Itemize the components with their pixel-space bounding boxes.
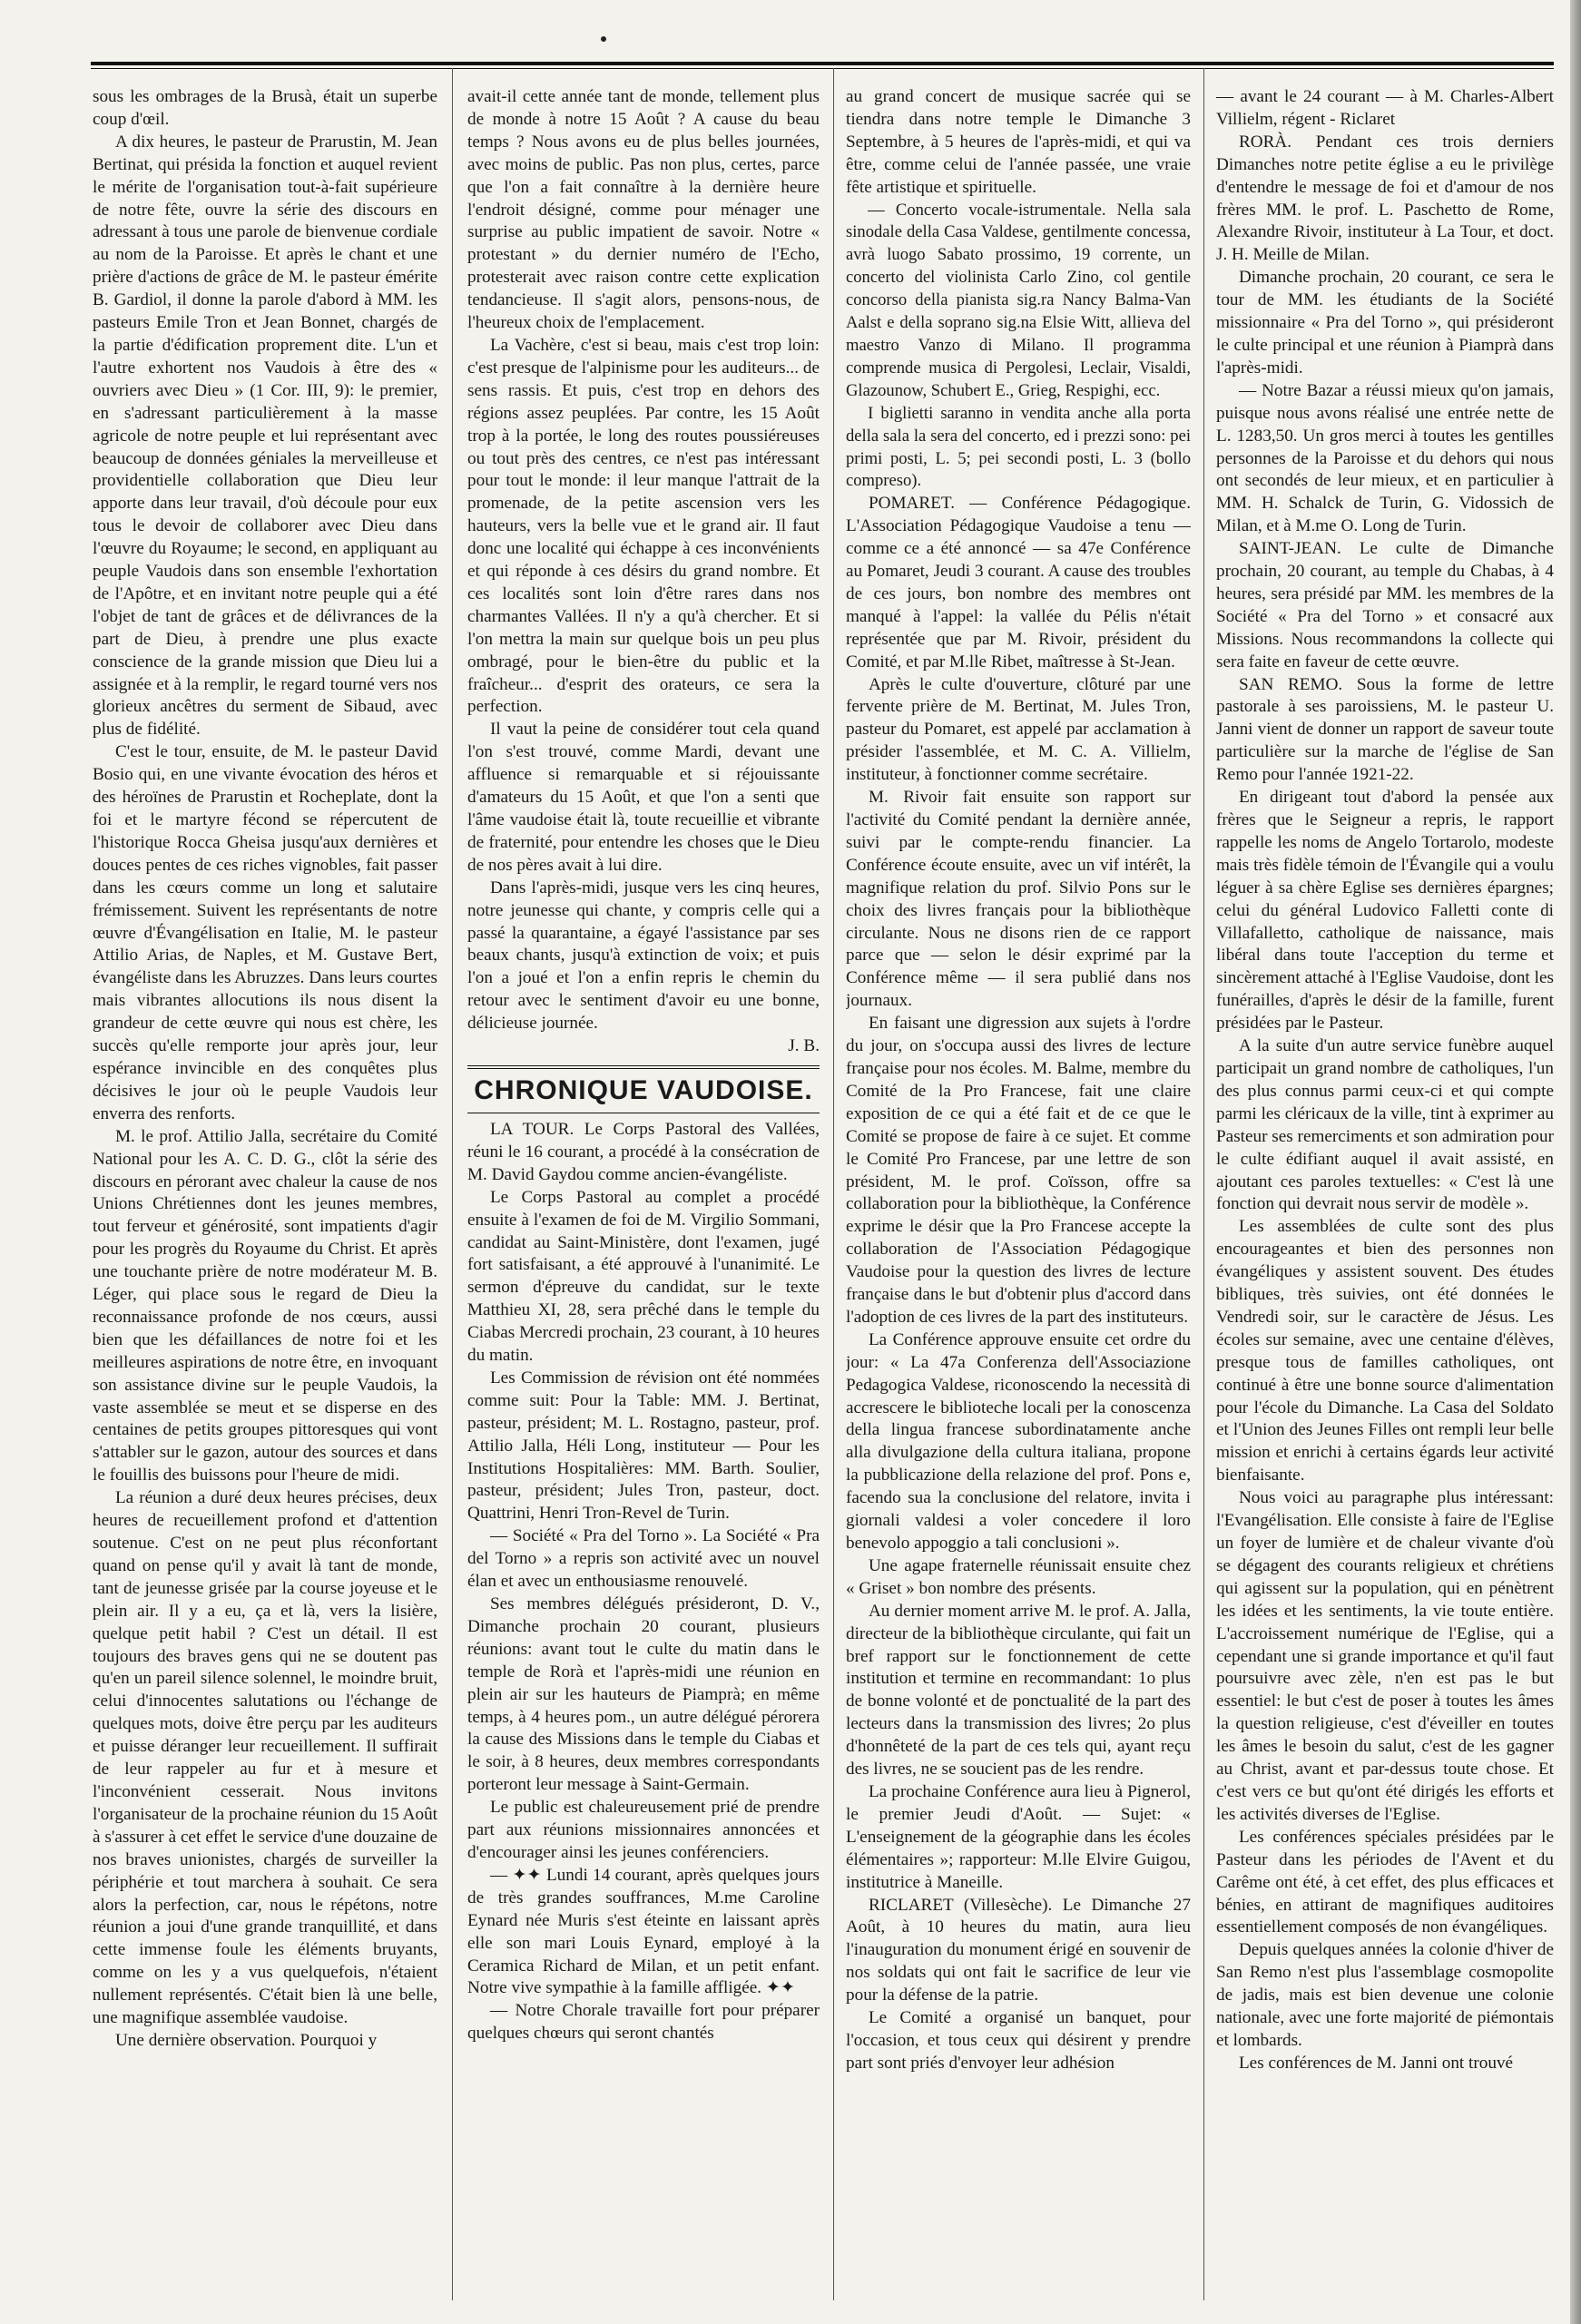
- article-paragraph: au grand concert de musique sacrée qui se tiendra dans notre temple le Dimanche 3 Septembre, à 5 heures de l'après-midi, et qui va être, comme celui de l'année passée, une vraie fête artistique et spirituelle.: [846, 87, 1191, 197]
- article-paragraph: Les conférences de M. Janni ont trouvé: [1238, 2053, 1514, 2073]
- article-paragraph: SAN REMO. Sous la forme de lettre pastorale à ses paroissiens, M. le pasteur U. Janni vient de donner un rapport de saveur toute particulière sur la marche de l'église de San Remo pour l'année 1921-22.: [1216, 674, 1554, 785]
- article-paragraph: — Notre Chorale travaille fort pour préparer quelques chœurs qui seront chantés: [467, 2001, 820, 2044]
- article-paragraph: Les Commission de révision ont été nommées comme suit: Pour la Table: MM. J. Bertinat, pasteur, président; M. L. Rostagno, pasteur, prof. Attilio Jalla, Héli Long, instituteur — Pour les Institutions Hospitalières: MM. Barth. Soulier, pasteur, président; Jules Tron, pasteur, doct. Quattrini, Henri Tron-Revel de Turin.: [467, 1368, 820, 1524]
- column-divider: [452, 68, 453, 2300]
- article-paragraph: — avant le 24 courant — à M. Charles-Albert Villielm, régent - Riclaret: [1216, 87, 1554, 129]
- article-paragraph: SAINT-JEAN. Le culte de Dimanche prochain, 20 courant, au temple du Chabas, à 4 heures, sera présidé par MM. les membres de la Société « Pra del Torno » et consacré aux Missions. Nous recommandons la collecte qui sera faite en faveur de cette œuvre.: [1216, 539, 1554, 672]
- article-paragraph: M. Rivoir fait ensuite son rapport sur l'activité du Comité pendant la dernière année, suivi par le compte-rendu financier. La Conférence écoute ensuite, avec un vif intérêt, la magnifique relation du prof. Silvio Pons sur le choix des livres français pour la bibliothèque circulante. Nous ne disons rien de ce rapport parce que — selon le désir exprimé par la Conférence même — il sera publié dans nos journaux.: [846, 788, 1191, 1011]
- article-paragraph: La prochaine Conférence aura lieu à Pignerol, le premier Jeudi d'Août. — Sujet: « L'enseignement de la géographie dans les écoles élémentaires »; rapporteur: M.lle Elvire Guigou, institutrice à Maneille.: [846, 1781, 1191, 1892]
- article-paragraph: Il vaut la peine de considérer tout cela quand l'on s'est trouvé, comme Mardi, devant une affluence si remarquable et si réjouissante d'amateurs du 15 Août, et que l'on a senti que l'âme vaudoise était là, toute recueillie et vibrante de fraternité, pour entendre les choses que le Dieu de nos pères avait à lui dire.: [467, 720, 820, 875]
- article-paragraph: Une agape fraternelle réunissait ensuite chez « Griset » bon nombre des présents.: [846, 1555, 1191, 1598]
- section-headline: CHRONIQUE VAUDOISE.: [467, 1065, 820, 1113]
- article-paragraph: Une dernière observation. Pourquoi y: [114, 2030, 378, 2050]
- article-paragraph: Dans l'après-midi, jusque vers les cinq heures, notre jeunesse qui chante, y compris celle qui a passé la quarantaine, a égayé l'assistance par ses beaux chants, jusqu'à extinction de voix; et puis l'on a joué et l'on a enfin repris le chemin du retour avec le sentiment d'avoir eu une bonne, délicieuse journée.: [467, 878, 820, 1034]
- column-4: [1216, 86, 1554, 2300]
- article-paragraph: avait-il cette année tant de monde, tellement plus de monde à notre 15 Août ? A cause du beau temps ? Nous avons eu de plus belles journées, avec moins de public. Pas non plus, certes, parce que l'on a fait connaître à la dernière heure l'endroit désigné, comme pour ménager une surprise au public impatient de savoir. Notre « protestant » du dernier numéro de l'Echo, protesterait avec raison contre cette explication tendancieuse. Il s'agit alors, pensons-nous, de l'heureux choix de l'emplacement.: [467, 87, 820, 333]
- column-2: [467, 86, 820, 2300]
- article-paragraph: Au dernier moment arrive M. le prof. A. Jalla, directeur de la bibliothèque circulante, qui fait un bref rapport sur le fonctionnement de cette institution et termine en recommandant: 1o plus de bonne volonté et de ponctualité de la part des lecteurs dans la transmission des livres; 2o plus d'honnêteté de la part de ces tels qui, ayant reçu des livres, ne se soucient pas de les rendre.: [846, 1601, 1191, 1780]
- article-paragraph: Les assemblées de culte sont des plus encourageantes et bien des personnes non évangéliques y assistent souvent. Des études bibliques, très suivies, ont été données le Vendredi soir, sur le caractère de Jésus. Les écoles sur semaine, avec une centaine d'élèves, presque tous de familles catholiques, ont continué à être une bonne source d'alimentation pour l'école du Dimanche. La Casa del Soldato et l'Union des Jeunes Filles ont rempli leur belle mission et enrichi à certains égards leur activité bienfaisante.: [1216, 1217, 1554, 1486]
- article-paragraph: M. le prof. Attilio Jalla, secrétaire du Comité National pour les A. C. D. G., clôt la série des discours en pérorant avec chaleur la cause de nos Unions Chrétiennes dont les jeunes membres, tout ferveur et générosité, sont impatients d'agir pour les progrès du Royaume du Christ. Et après une touchante prière de notre modérateur M. B. Léger, qui place sous le regard de Dieu la reconnaissance profonde de nos cœurs, aussi bien que les défaillances de notre foi et les meilleures aspirations de notre être, en invoquant son assistance divine sur le peuple Vaudois, la vaste assemblée se meut et se disperse en des centaines de petits groupes pittoresques qui vont s'attabler sur le gazon, autour des sources et dans le fouillis des buissons pour l'heure de midi.: [93, 1126, 437, 1486]
- article-paragraph: En faisant une digression aux sujets à l'ordre du jour, on s'occupa aussi des livres de lecture française pour nos écoles. M. Balme, membre du Comité de la Pro Francese, fait une claire exposition de ce qui a été fait et de ce que le Comité se propose de faire à ce sujet. Et comme le Comité Pro Francese, par une lettre de son président, M. le prof. Coïsson, offre sa collaboration pour la bibliothèque, la Conférence exprime le désir que la Pro Francese accepte la collaboration de l'Association Pédagogique Vaudoise pour la question des livres de lecture française dans le but d'obtenir plus d'accord dans l'adoption de ces livres de la part des instituteurs.: [846, 1014, 1191, 1327]
- print-mark: [601, 36, 606, 42]
- article-paragraph: C'est le tour, ensuite, de M. le pasteur David Bosio qui, en une vivante évocation des héros et des héroïnes de Prarustin et Rocheplate, dont la foi et le martyre fécond se répercutent de l'historique Rocca Gheisa jusqu'aux dernières et douces pentes de ces riches vignobles, fait passer dans les cœurs comme un long et salutaire frémissement. Suivent les représentants de notre œuvre d'Évangélisation en Italie, M. le pasteur Attilio Arias, de Naples, et M. Gustave Bert, évangéliste dans les Abruzzes. Dans leurs courtes mais vibrantes allocutions ils nous disent la grandeur de cette œuvre qui nous est chère, les succès qu'elle remporte jour après jour, leur espérance invincible en des conquêtes plus décisives le jour où le peuple Vaudois leur enverra des renforts.: [93, 742, 437, 1123]
- article-paragraph: Les conférences spéciales présidées par le Pasteur dans les périodes de l'Avent et du Carême ont été, à cet effet, des plus efficaces et bénies, en attirant de magnifiques auditoires essentiellement composés de non évangéliques.: [1216, 1827, 1554, 1937]
- article-paragraph: Dimanche prochain, 20 courant, ce sera le tour de MM. les étudiants de la Société missionnaire « Pra del Torno », qui présideront le culte principal et une réunion à Piamprà dans l'après-midi.: [1216, 268, 1554, 378]
- article-paragraph: Nous voici au paragraphe plus intéressant: l'Evangélisation. Elle consiste à faire de l'Eglise un foyer de lumière et de chaleur vivante d'où se dégagent des courants religieux et chrétiens qui agissent sur la population, qui en pénètrent les idées et les sentiments, la vie toute entière. L'accroissement numérique de l'Eglise, qui a cependant une si grande importance et qu'il faut poursuivre avec zèle, n'en est pas le but essentiel: le but c'est de poser à toutes les âmes la question religieuse, c'est d'éveiller en toutes les âmes le besoin du salut, c'est de les gagner au Christ, avant et par-dessus toute chose. Et c'est vers ce but qu'ont été dirigés les efforts et les activités diverses de l'Eglise.: [1216, 1488, 1554, 1824]
- article-paragraph: — Concerto vocale-istrumentale. Nella sala sinodale della Casa Valdese, gentilmente concessa, avrà luogo Sabato prossimo, 19 corrente, un concerto del violinista Carlo Zino, col gentile concorso della pianista sig.ra Nancy Balma-Van Aalst e della soprano sig.na Elsie Witt, allieva del maestro Vanzo di Milano. Il programma comprende musica di Pergolesi, Leclair, Visaldi, Glazounow, Schubert E., Grieg, Respighi, ecc.: [846, 200, 1191, 400]
- article-paragraph: Le Corps Pastoral au complet a procédé ensuite à l'examen de foi de M. Virgilio Sommani, candidat au Saint-Ministère, dont l'examen, jugé fort satisfaisant, a été approuvé à l'unanimité. Le sermon d'épreuve du candidat, sur le texte Matthieu XI, 28, sera prêché dans le temple du Ciabas Mercredi prochain, 23 courant, à 10 heures du matin.: [467, 1187, 820, 1366]
- article-paragraph: I biglietti saranno in vendita anche alla porta della sala la sera del concerto, ed i prezzi sono: pei primi posti, L. 5; pei secondi posti, L. 3 (bollo compreso).: [846, 403, 1191, 491]
- article-paragraph: La Vachère, c'est si beau, mais c'est trop loin: c'est presque de l'alpinisme pour les auditeurs... de sens rassis. Et puis, c'est trop en dehors des régions assez peuplées. Par contre, les 15 Août trop à la portée, le long des routes poussiéreuses ou tout près des centres, ce n'est pas intéressant pour tout le monde: il leur manque l'attrait de la promenade, de la petite ascension vers les hauteurs, vers la belle vue et le grand air. Il faut donc une localité qui échappe à ces inconvénients et qui réponde à ces désirs du grand nombre. Et ces localités sont loin d'être rares dans nos charmantes Vallées. Il n'y a qu'à chercher. Et si l'on mettra la main sur quelque bois un peu plus ombragé, pour le bien-être du public et la fraîcheur... d'esprit des orateurs, ce sera la perfection.: [467, 335, 820, 717]
- article-paragraph: Le public est chaleureusement prié de prendre part aux réunions missionnaires annoncées et d'encourager ainsi les jeunes conférenciers.: [467, 1798, 820, 1862]
- article-paragraph: POMARET. — Conférence Pédagogique. L'Association Pédagogique Vaudoise a tenu — comme ce a été annoncé — sa 47e Conférence au Pomaret, Jeudi 3 courant. A cause des troubles de ces jours, bon nombre des membres ont manqué à l'appel: la vallée du Pélis n'était représentée que par M. Rivoir, président du Comité, et par M.lle Ribet, maîtresse à St-Jean.: [846, 494, 1191, 672]
- article-signature: J. B.: [788, 1036, 820, 1056]
- article-paragraph: La Conférence approuve ensuite cet ordre du jour: « La 47a Conferenza dell'Associazione Pedagogica Valdese, riconoscendo la necessità di accrescere le biblioteche locali per la conoscenza della lingua francese subordinatamente anche alla divulgazione della cultura italiana, propone la pubblicazione della relazione del prof. Pons e, facendo sua la conclusione del relatore, invita i giornali valdesi a voler concedere il loro benevolo appoggio a tali conclusioni ».: [846, 1329, 1191, 1553]
- article-paragraph: Après le culte d'ouverture, clôturé par une fervente prière de M. Bertinat, M. Jules Tron, pasteur du Pomaret, est appelé par acclamation à présider l'assemblée, et M. C. A. Villielm, instituteur, à fonctionner comme secrétaire.: [846, 674, 1191, 785]
- article-paragraph: — Société « Pra del Torno ». La Société « Pra del Torno » a repris son activité avec un nouvel élan et avec un enthousiasme renouvelé.: [467, 1526, 820, 1592]
- column-3: [846, 86, 1191, 2300]
- column-1: [93, 86, 437, 2300]
- article-paragraph: En dirigeant tout d'abord la pensée aux frères que le Seigneur a repris, le rapport rappelle les noms de Angelo Tortarolo, modeste mais très fidèle témoin de l'Évangile qui a voulu léguer à sa chère Eglise ses dernières épargnes; celui du général Ludovico Falletti conte di Villafalletto, catholique de naissance, mais libéral dans toute l'acception du terme et sincèrement attaché à l'Eglise Vaudoise, dont les funérailles, d'après le désir de la famille, furent présidées par le Pasteur.: [1216, 788, 1554, 1034]
- top-rule: [91, 62, 1554, 69]
- article-paragraph: RORÀ. Pendant ces trois derniers Dimanches notre petite église a eu le privilège d'entendre le message de foi et d'amour de nos frères MM. le prof. L. Paschetto de Rome, Alexandre Rivoir, instituteur à La Tour, et doct. J. H. Meille de Milan.: [1216, 132, 1554, 265]
- article-paragraph: Depuis quelques années la colonie d'hiver de San Remo n'est plus l'assemblage cosmopolite de jadis, mais est bien devenue une colonie nationale, avec une forte majorité de piémontais et lombards.: [1216, 1940, 1554, 2050]
- article-paragraph: — ✦✦ Lundi 14 courant, après quelques jours de très grandes souffrances, M.me Caroline Eynard née Muris s'est éteinte en laissant après elle son mari Louis Eynard, employé à la Ceramica Richard de Milan, et un petit enfant. Notre vive sympathie à la famille affligée. ✦✦: [467, 1865, 820, 1998]
- article-paragraph: — Notre Bazar a réussi mieux qu'on jamais, puisque nous avons réalisé une entrée nette de L. 1283,50. Un gros merci à toutes les gentilles personnes de la Paroisse et du dehors qui nous ont secondés de leur mieux, et en particulier à MM. H. Schalck de Turin, G. Vidossich de Milan, et à M.me O. Long de Turin.: [1216, 380, 1554, 536]
- article-paragraph: sous les ombrages de la Brusà, était un superbe coup d'œil.: [93, 87, 437, 129]
- article-paragraph: RICLARET (Villesèche). Le Dimanche 27 Août, à 10 heures du matin, aura lieu l'inauguration du monument érigé en souvenir de nos soldats qui ont fait le sacrifice de leur vie pour la défense de la patrie.: [846, 1895, 1191, 2005]
- article-paragraph: Le Comité a organisé un banquet, pour l'occasion, et tous ceux qui désirent y prendre part sont priés d'envoyer leur adhésion: [846, 2008, 1191, 2073]
- article-paragraph: Ses membres délégués présideront, D. V., Dimanche prochain 20 courant, plusieurs réunions: avant tout le culte du matin dans le temple de Rorà et l'après-midi une réunion en plein air sur les hauteurs de Piamprà; en même temps, à 4 heures pom., un autre délégué pérorera la cause des Missions dans le temple du Ciabas et le soir, à 8 heures, deux membres correspondants porteront leur message à Saint-Germain.: [467, 1594, 820, 1795]
- article-paragraph: A dix heures, le pasteur de Prarustin, M. Jean Bertinat, qui présida la fonction et auquel revient le mérite de l'organisation tout-à-fait supérieure de notre fête, ouvre la série des discours en adressant à tous une parole de bienvenue cordiale au nom de la Paroisse. Et après le chant et une prière d'actions de grâce de M. le pasteur émérite B. Gardiol, il donne la parole d'abord à MM. les pasteurs Emile Tron et Jean Bonnet, chargés de la partie d'édification proprement dite. L'un et l'autre exhortent nos Vaudois à être des « ouvriers avec Dieu » (1 Cor. III, 9): le premier, en s'adressant particulièrement à la masse agricole de notre peuple et lui représentant avec beaucoup de données géniales la merveilleuse et providentielle collaboration que Dieu leur apporte dans leur travail, d'où découle pour eux tous le devoir de collaborer avec Dieu dans l'œuvre du Royaume; le second, en appliquant au peuple Vaudois dans son ensemble l'exhortation de l'Apôtre, et en invitant notre peuple qui a été l'objet de tant de grâces et de délivrances de la part de Dieu, à prendre une plus exacte conscience de la grande mission que Dieu lui a assignée et à la remplir, le regard tourné vers nos glorieux ancêtres du serment de Sibaud, avec plus de fidélité.: [93, 132, 437, 740]
- article-paragraph: La réunion a duré deux heures précises, deux heures de recueillement profond et d'attention soutenue. C'est on ne peut plus réconfortant quand on pense qu'il y avait là tant de monde, tant de jeunesse grisée par la course joyeuse et le plein air. Il y a eu, ça et là, vers la lisière, quelque petit habil ? C'est un détail. Il est toujours des braves gens qui ne se doutent pas qu'en un pareil silence solennel, le moindre bruit, celui d'innocentes salutations ou l'échange de quelques mots, doive être perçu par les auditeurs et puisse déranger leur recueillement. Il suffirait de leur rappeler au fur et à mesure et l'inconvénient cesserait. Nous invitons l'organisateur de la prochaine réunion du 15 Août à s'assurer à cet effet le service d'une douzaine de nos braves unionistes, chargés de surveiller la périphérie et tout marchera à souhait. Ce sera alors la perfection, car, nous le répétons, notre réunion a joui d'une grande tranquillité, et dans cette immense foule les éléments bruyants, comme on les y a vus quelquefois, n'étaient nullement représentés. C'était bien là une belle, une magnifique assemblée vaudoise.: [93, 1488, 437, 2028]
- article-paragraph: LA TOUR. Le Corps Pastoral des Vallées, réuni le 16 courant, a procédé à la consécration de M. David Gaydou comme ancien-évangéliste.: [467, 1119, 820, 1184]
- column-divider: [1203, 68, 1204, 2300]
- page-edge-shadow: [1570, 0, 1581, 2324]
- article-paragraph: A la suite d'un autre service funèbre auquel participait un grand nombre de catholiques, l'un des plus connus parmi ceux-ci et qui compte parmi les cléricaux de la ville, tint à exprimer au Pasteur ses remerciments et son admiration pour le culte édifiant auquel il avait assisté, en ajoutant ces paroles textuelles: « C'est là une fonction qui devrait nous servir de modèle ».: [1216, 1036, 1554, 1214]
- column-divider: [833, 68, 834, 2300]
